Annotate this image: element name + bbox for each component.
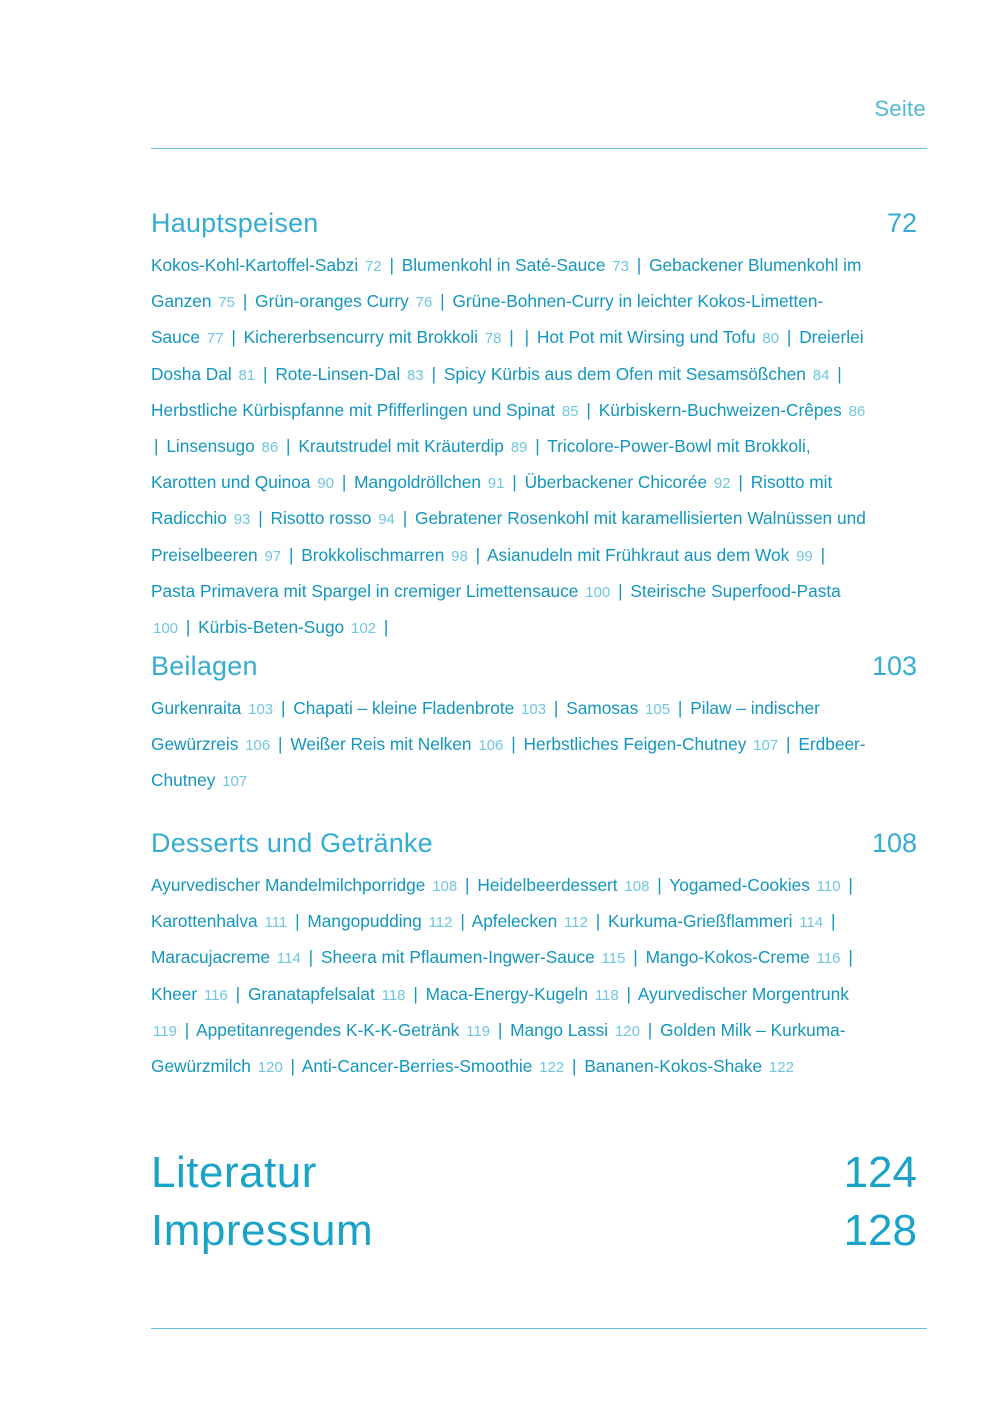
section-entries: [151, 868, 867, 1085]
entry-title: Kichererbsencurry mit Brokkoli: [243, 327, 478, 348]
toc-entry[interactable]: [244, 327, 502, 347]
entry-page-number: 112: [428, 914, 453, 932]
toc-entry[interactable]: [298, 436, 527, 456]
entry-page-number: 122: [539, 1059, 565, 1077]
entry-separator: |: [830, 911, 836, 932]
entry-title: Brokkolischmarren: [301, 544, 445, 565]
entry-title: Yogamed-Cookies: [669, 875, 810, 895]
entry-title: Kürbiskern-Buchweizen-Crêpes: [598, 399, 842, 420]
toc-entry[interactable]: [525, 472, 731, 492]
toc-entry[interactable]: [487, 545, 813, 565]
entry-page-number: 91: [487, 475, 505, 493]
entry-title: Kurkuma-Grießflammeri: [608, 911, 793, 932]
entry-separator: |: [626, 983, 632, 1004]
toc-entry[interactable]: [524, 734, 779, 754]
entry-page-number: 107: [753, 737, 779, 755]
entry-separator: |: [618, 580, 623, 601]
entry-page-number: 93: [233, 511, 251, 529]
entry-page-number: 99: [796, 547, 813, 565]
entry-title: Ayurvedischer Morgentrunk: [637, 983, 849, 1004]
entry-separator: |: [647, 1019, 653, 1040]
entry-separator: |: [786, 734, 791, 755]
entry-page-number: 116: [203, 986, 228, 1004]
entry-separator: |: [185, 617, 191, 638]
section-page-number: 108: [871, 828, 917, 858]
entry-title: Grün-oranges Curry: [255, 291, 409, 312]
entry-separator: |: [465, 875, 470, 895]
entry-title: Weißer Reis mit Nelken: [290, 734, 472, 755]
entry-page-number: 86: [261, 439, 279, 457]
entry-page-number: 100: [153, 620, 179, 638]
entry-title: Gurkenraita: [151, 698, 242, 718]
toc-entry[interactable]: [151, 255, 382, 275]
entry-page-number: 119: [153, 1022, 177, 1040]
entry-separator: |: [475, 544, 481, 565]
toc-entry[interactable]: [151, 875, 457, 895]
entry-title: Mangoldröllchen: [354, 472, 481, 493]
entry-separator: |: [657, 875, 662, 895]
entry-separator: |: [497, 1019, 503, 1040]
entry-separator: |: [786, 327, 792, 348]
toc-entry[interactable]: [248, 984, 406, 1004]
toc-entry[interactable]: [302, 1056, 564, 1076]
entry-separator: |: [231, 327, 236, 348]
entry-title: Golden Milk – Kurkuma-Gewürzmilch: [151, 1019, 846, 1077]
entry-title: Maca-Energy-Kugeln: [425, 983, 588, 1004]
entry-separator: |: [308, 947, 314, 968]
entry-separator: |: [636, 255, 642, 275]
entry-title: Chapati – kleine Fladenbrote: [293, 698, 515, 718]
toc-entry[interactable]: [271, 508, 395, 528]
toc-entry[interactable]: [321, 947, 625, 967]
toc-entry[interactable]: [472, 911, 588, 931]
entry-separator: |: [586, 399, 591, 420]
entry-title: Pasta Primavera mit Spargel in cremiger Limettensauce: [151, 580, 579, 601]
entry-title: Krautstrudel mit Kräuterdip: [298, 436, 504, 457]
entry-separator: |: [820, 544, 826, 565]
entry-separator: |: [389, 255, 394, 275]
entry-page-number: 120: [614, 1022, 640, 1040]
entry-page-number: 118: [381, 986, 406, 1004]
entry-page-number: 78: [484, 330, 502, 348]
entry-separator: |: [553, 698, 559, 718]
entry-title: Spicy Kürbis aus dem Ofen mit Sesamsößchen: [443, 363, 806, 384]
toc-entry[interactable]: [402, 255, 629, 275]
entry-separator: |: [572, 1056, 577, 1077]
entry-page-number: 116: [816, 950, 841, 968]
entry-separator: |: [837, 363, 842, 384]
entry-separator: |: [154, 436, 159, 457]
entry-separator: |: [235, 983, 241, 1004]
toc-entry[interactable]: [584, 1056, 794, 1076]
section-title[interactable]: Desserts und Getränke: [151, 828, 433, 858]
entry-separator: |: [341, 472, 347, 493]
chapter-row-literatur[interactable]: [151, 1148, 917, 1208]
toc-entry[interactable]: [198, 617, 376, 637]
entry-title: Samosas: [566, 698, 639, 718]
entry-title: Dreierlei Dosha Dal: [151, 327, 864, 384]
entry-title: Appetitanregendes K-K-K-Getränk: [196, 1019, 460, 1040]
chapter-title[interactable]: Literatur: [151, 1148, 317, 1197]
entry-page-number: 105: [645, 701, 671, 718]
entry-separator: |: [278, 734, 283, 755]
section-heading: [151, 828, 927, 868]
toc-entry[interactable]: [151, 984, 228, 1004]
entry-separator: |: [263, 363, 268, 384]
section-beilagen: [151, 651, 927, 800]
entry-title: Herbstliche Kürbispfanne mit Pfifferlingen und Spinat: [151, 399, 556, 420]
entry-separator: |: [512, 472, 517, 493]
entry-title: Kürbis-Beten-Sugo: [198, 617, 345, 638]
entry-page-number: 80: [762, 330, 780, 348]
entry-separator: |: [595, 911, 601, 932]
entry-title: Rote-Linsen-Dal: [275, 363, 401, 384]
toc-entry[interactable]: [537, 327, 779, 347]
entry-title: Bananen-Kokos-Shake: [584, 1056, 763, 1077]
entry-page-number: 122: [768, 1059, 794, 1077]
entry-separator: |: [848, 947, 853, 968]
entry-title: Kokos-Kohl-Kartoffel-Sabzi: [151, 255, 359, 275]
section-entries: [151, 691, 867, 800]
toc-entry[interactable]: [646, 947, 841, 967]
entry-page-number: 89: [510, 439, 528, 457]
toc-entry[interactable]: [151, 911, 287, 931]
toc-entry[interactable]: [477, 875, 649, 895]
entry-title: Pilaw – indischer Gewürzreis: [151, 698, 820, 755]
entry-page-number: 106: [245, 737, 271, 755]
entry-page-number: 85: [561, 402, 579, 420]
entry-title: Hot Pot mit Wirsing und Tofu: [536, 327, 756, 348]
entry-separator: |: [848, 875, 853, 895]
entry-page-number: 81: [238, 366, 256, 384]
entry-page-number: 112: [564, 914, 588, 932]
toc-entry[interactable]: [307, 911, 452, 931]
entry-separator: |: [413, 983, 418, 1004]
chapter-row-impressum[interactable]: [151, 1206, 917, 1266]
entry-title: Erdbeer-Chutney: [151, 734, 866, 791]
entry-page-number: 106: [478, 737, 504, 755]
entry-separator: |: [677, 698, 683, 718]
toc-entry[interactable]: [275, 364, 423, 384]
section-title[interactable]: Hauptspeisen: [151, 208, 319, 238]
entry-page-number: 111: [264, 914, 288, 932]
entry-separator: |: [280, 698, 286, 718]
entry-separator: |: [460, 911, 465, 932]
toc-entry[interactable]: [166, 436, 278, 456]
toc-entry[interactable]: [151, 400, 579, 420]
chapter-page-number: 124: [843, 1148, 917, 1197]
entry-page-number: 107: [222, 773, 248, 791]
section-hauptspeisen: [151, 208, 927, 646]
entry-title: Linsensugo: [166, 436, 255, 457]
entry-page-number: 73: [612, 258, 629, 275]
bottom-divider: [151, 1328, 927, 1329]
entry-title: Asianudeln mit Frühkraut aus dem Wok: [487, 544, 790, 565]
toc-entry[interactable]: [608, 911, 823, 931]
entry-title: Gebackener Blumenkohl im Ganzen: [151, 255, 862, 312]
entry-title: Risotto rosso: [270, 508, 372, 529]
entry-title: Blumenkohl in Saté-Sauce: [401, 255, 606, 275]
entry-title: Mango Lassi: [510, 1019, 609, 1040]
entry-title: Granatapfelsalat: [247, 983, 375, 1004]
entry-separator: |: [738, 472, 743, 493]
toc-entry[interactable]: [566, 698, 670, 718]
entry-page-number: 115: [601, 950, 626, 968]
toc-entry[interactable]: [426, 984, 619, 1004]
entry-separator: |: [286, 436, 291, 457]
section-heading: [151, 208, 927, 248]
entry-page-number: 110: [816, 878, 841, 895]
entry-page-number: 108: [432, 878, 458, 895]
entry-page-number: 86: [848, 402, 866, 420]
section-desserts: [151, 828, 927, 1085]
entry-title: Anti-Cancer-Berries-Smoothie: [301, 1056, 533, 1077]
section-entries: [151, 248, 867, 646]
entry-separator: |: [431, 363, 436, 384]
entry-title: Mango-Kokos-Creme: [645, 947, 810, 968]
toc-entry[interactable]: [151, 947, 301, 967]
entry-separator: |: [524, 327, 530, 348]
entry-title: Sheera mit Pflaumen-Ingwer-Sauce: [320, 947, 595, 968]
entry-separator: |: [383, 617, 389, 638]
entry-title: Apfelecken: [471, 911, 558, 932]
entry-title: Überbackener Chicorée: [524, 472, 708, 493]
entry-separator: |: [402, 508, 408, 529]
entry-separator: |: [633, 947, 638, 968]
toc-entry[interactable]: [444, 364, 830, 384]
entry-page-number: 92: [713, 475, 731, 493]
entry-separator: |: [258, 508, 263, 529]
entry-separator: |: [288, 544, 294, 565]
entry-title: Risotto mit Radicchio: [151, 472, 833, 529]
toc-entry[interactable]: [255, 291, 432, 311]
toc-entry[interactable]: [354, 472, 504, 492]
entry-page-number: 77: [206, 330, 224, 348]
entry-page-number: 103: [248, 701, 274, 718]
page-header-label: Seite: [874, 96, 926, 121]
entry-title: Maracujacreme: [151, 947, 271, 968]
section-heading: [151, 651, 927, 691]
entry-separator: |: [511, 734, 516, 755]
toc-entry[interactable]: [151, 581, 610, 601]
toc-entry[interactable]: [290, 734, 503, 754]
entry-title: Tricolore-Power-Bowl mit Brokkoli, Karotten und Quinoa: [151, 436, 811, 493]
entry-separator: |: [440, 291, 445, 312]
entry-page-number: 98: [451, 547, 468, 565]
toc-entry[interactable]: [293, 698, 546, 718]
entry-page-number: 97: [264, 547, 282, 565]
entry-page-number: 94: [378, 511, 395, 529]
entry-page-number: 114: [276, 950, 301, 968]
entry-page-number: 102: [350, 620, 377, 638]
entry-title: Grüne-Bohnen-Curry in leichter Kokos-Limetten-Sauce: [151, 291, 824, 348]
entry-title: Mangopudding: [307, 911, 422, 932]
entry-page-number: 114: [799, 914, 824, 932]
entry-page-number: 119: [466, 1022, 491, 1040]
entry-page-number: 100: [585, 583, 611, 601]
section-page-number: 103: [871, 651, 917, 681]
entry-title: Steirische Superfood-Pasta: [630, 580, 841, 601]
entry-separator: |: [295, 911, 300, 932]
section-title[interactable]: Beilagen: [151, 651, 258, 681]
entry-page-number: 90: [317, 475, 334, 493]
toc-entry[interactable]: [196, 1020, 490, 1040]
toc-entry[interactable]: [510, 1020, 640, 1040]
entry-page-number: 103: [521, 701, 547, 718]
entry-title: Karottenhalva: [151, 911, 258, 932]
entry-page-number: 75: [218, 294, 236, 312]
chapter-title[interactable]: Impressum: [151, 1206, 374, 1255]
entry-separator: |: [184, 1019, 190, 1040]
top-divider: [151, 148, 927, 149]
entry-page-number: 72: [364, 258, 382, 275]
entry-title: Heidelbeerdessert: [477, 875, 618, 895]
entry-page-number: 118: [594, 986, 619, 1004]
entry-page-number: 76: [415, 294, 433, 312]
entry-separator: |: [535, 436, 540, 457]
entry-title: Herbstliches Feigen-Chutney: [523, 734, 747, 755]
chapter-page-number: 128: [843, 1206, 917, 1255]
entry-page-number: 108: [624, 878, 650, 895]
toc-entry[interactable]: [151, 698, 273, 718]
section-page-number: 72: [886, 208, 917, 238]
entry-page-number: 120: [257, 1059, 283, 1077]
entry-title: Gebratener Rosenkohl mit karamellisierten Walnüssen und Preiselbeeren: [151, 508, 866, 565]
toc-entry[interactable]: [599, 400, 866, 420]
entry-separator: |: [290, 1056, 296, 1077]
toc-entry[interactable]: [669, 875, 840, 895]
entry-title: Ayurvedischer Mandelmilchporridge: [151, 875, 426, 895]
entry-separator: |: [509, 327, 514, 348]
entry-page-number: 84: [812, 366, 830, 384]
toc-entry[interactable]: [301, 545, 468, 565]
entry-page-number: 83: [407, 366, 424, 384]
entry-separator: |: [242, 291, 248, 312]
entry-title: Kheer: [151, 983, 198, 1004]
